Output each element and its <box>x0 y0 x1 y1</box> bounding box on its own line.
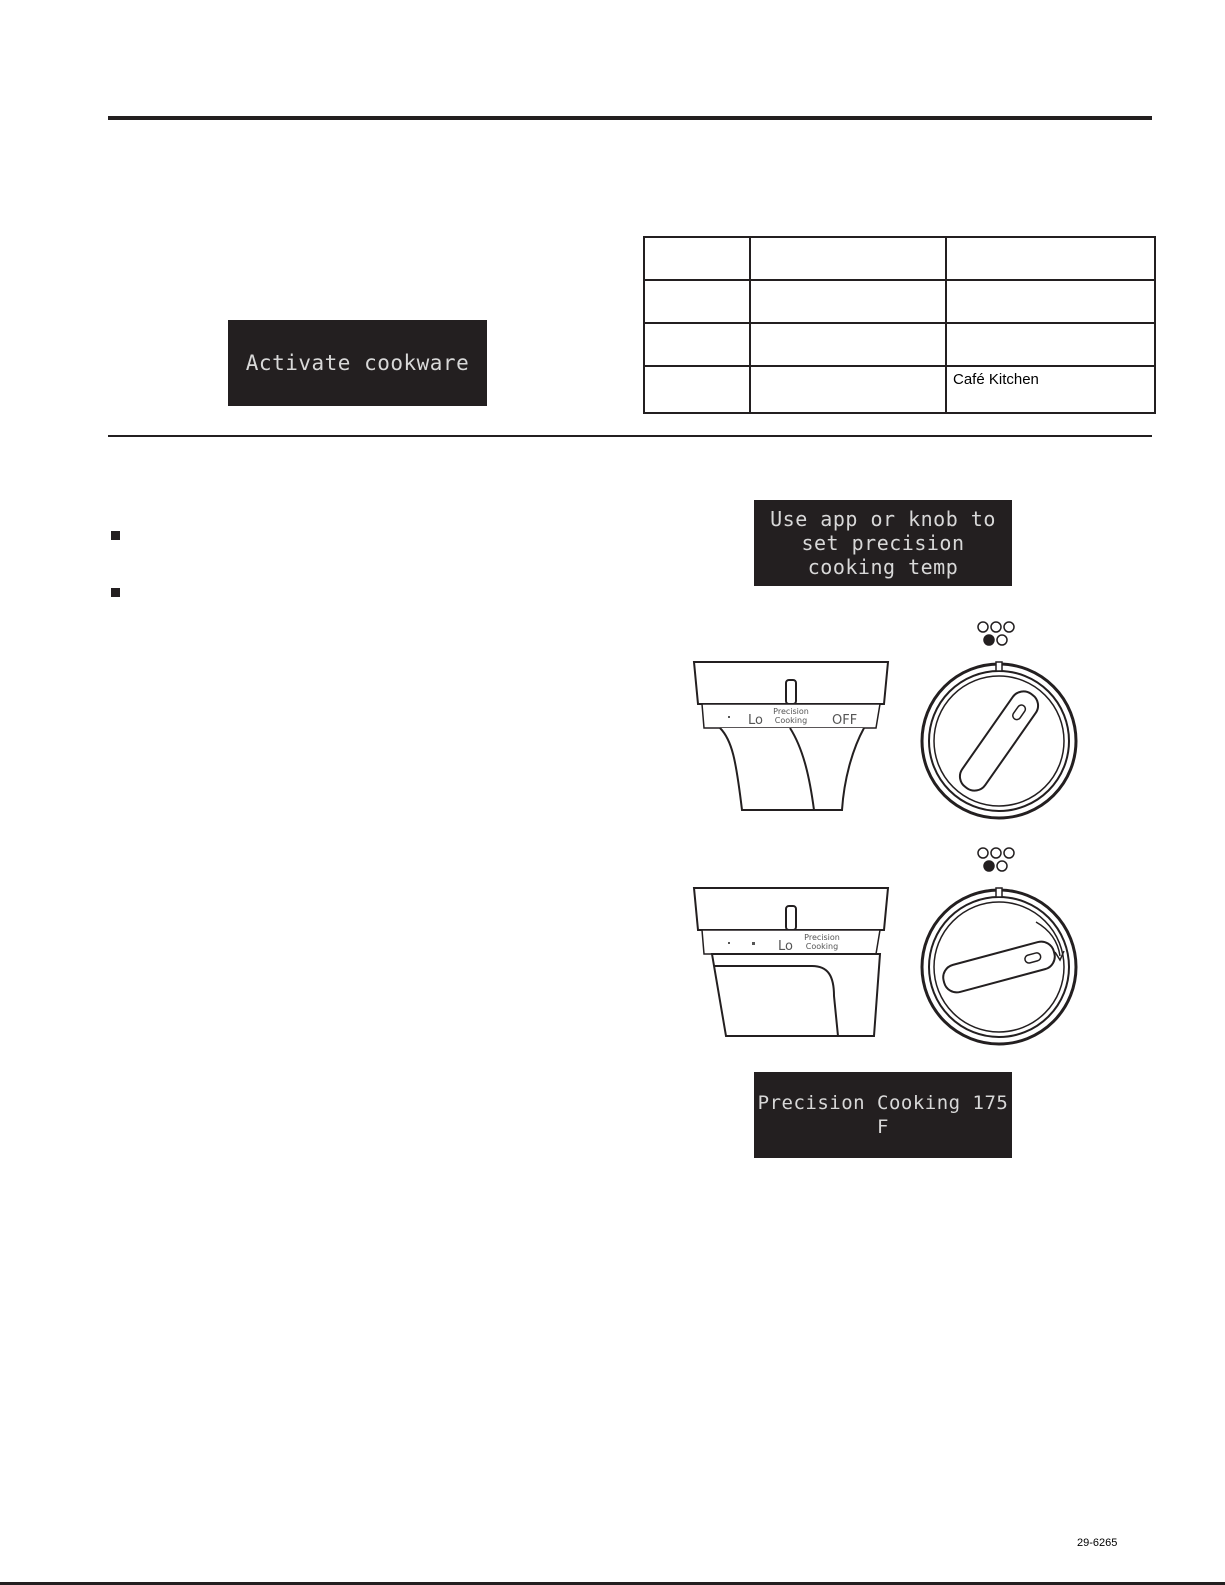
knob-label-lo: Lo <box>748 713 763 728</box>
knob-front-view-precision <box>918 886 1080 1048</box>
info-table <box>643 236 1156 414</box>
knob-label-precision: Precision <box>804 933 840 942</box>
display-text: Use app or knob to set precision cooking temp <box>770 507 996 579</box>
knob-label-lo: Lo <box>778 939 793 954</box>
knob-label-cooking: Cooking <box>774 716 808 725</box>
table-cell <box>750 366 946 413</box>
table-cell-cafe-kitchen: Café Kitchen <box>946 366 1155 413</box>
knob-front-view-off <box>918 660 1080 822</box>
document-code: 29-6265 <box>1077 1537 1118 1549</box>
knob-side-view-precision <box>692 886 892 1051</box>
table-cell <box>644 237 750 280</box>
knob-side-view-off <box>692 660 892 825</box>
burner-position-icon <box>976 846 1020 876</box>
table-cell <box>750 323 946 366</box>
table-row <box>644 280 1155 323</box>
knob-label-precision: Precision <box>773 707 809 716</box>
bullet-square <box>111 588 120 597</box>
table-row <box>644 323 1155 366</box>
display-text: Precision Cooking 175 F <box>757 1092 1009 1138</box>
top-rule <box>108 116 1152 120</box>
table-cell <box>644 323 750 366</box>
table-cell <box>946 323 1155 366</box>
section-rule <box>108 435 1152 437</box>
display-set-temp <box>754 500 1012 586</box>
knob-label-off: OFF <box>832 713 858 728</box>
display-activate-cookware <box>228 320 487 406</box>
table-cell <box>946 280 1155 323</box>
display-precision-temp <box>754 1072 1012 1158</box>
table-row <box>644 366 1155 413</box>
display-text: Activate cookware <box>245 351 470 375</box>
table-cell <box>644 366 750 413</box>
knob-label-cooking: Cooking <box>805 942 839 951</box>
table-cell <box>946 237 1155 280</box>
table-cell <box>644 280 750 323</box>
table-cell <box>750 237 946 280</box>
burner-position-icon <box>976 620 1020 650</box>
table-row <box>644 237 1155 280</box>
table-cell <box>750 280 946 323</box>
bullet-square <box>111 531 120 540</box>
